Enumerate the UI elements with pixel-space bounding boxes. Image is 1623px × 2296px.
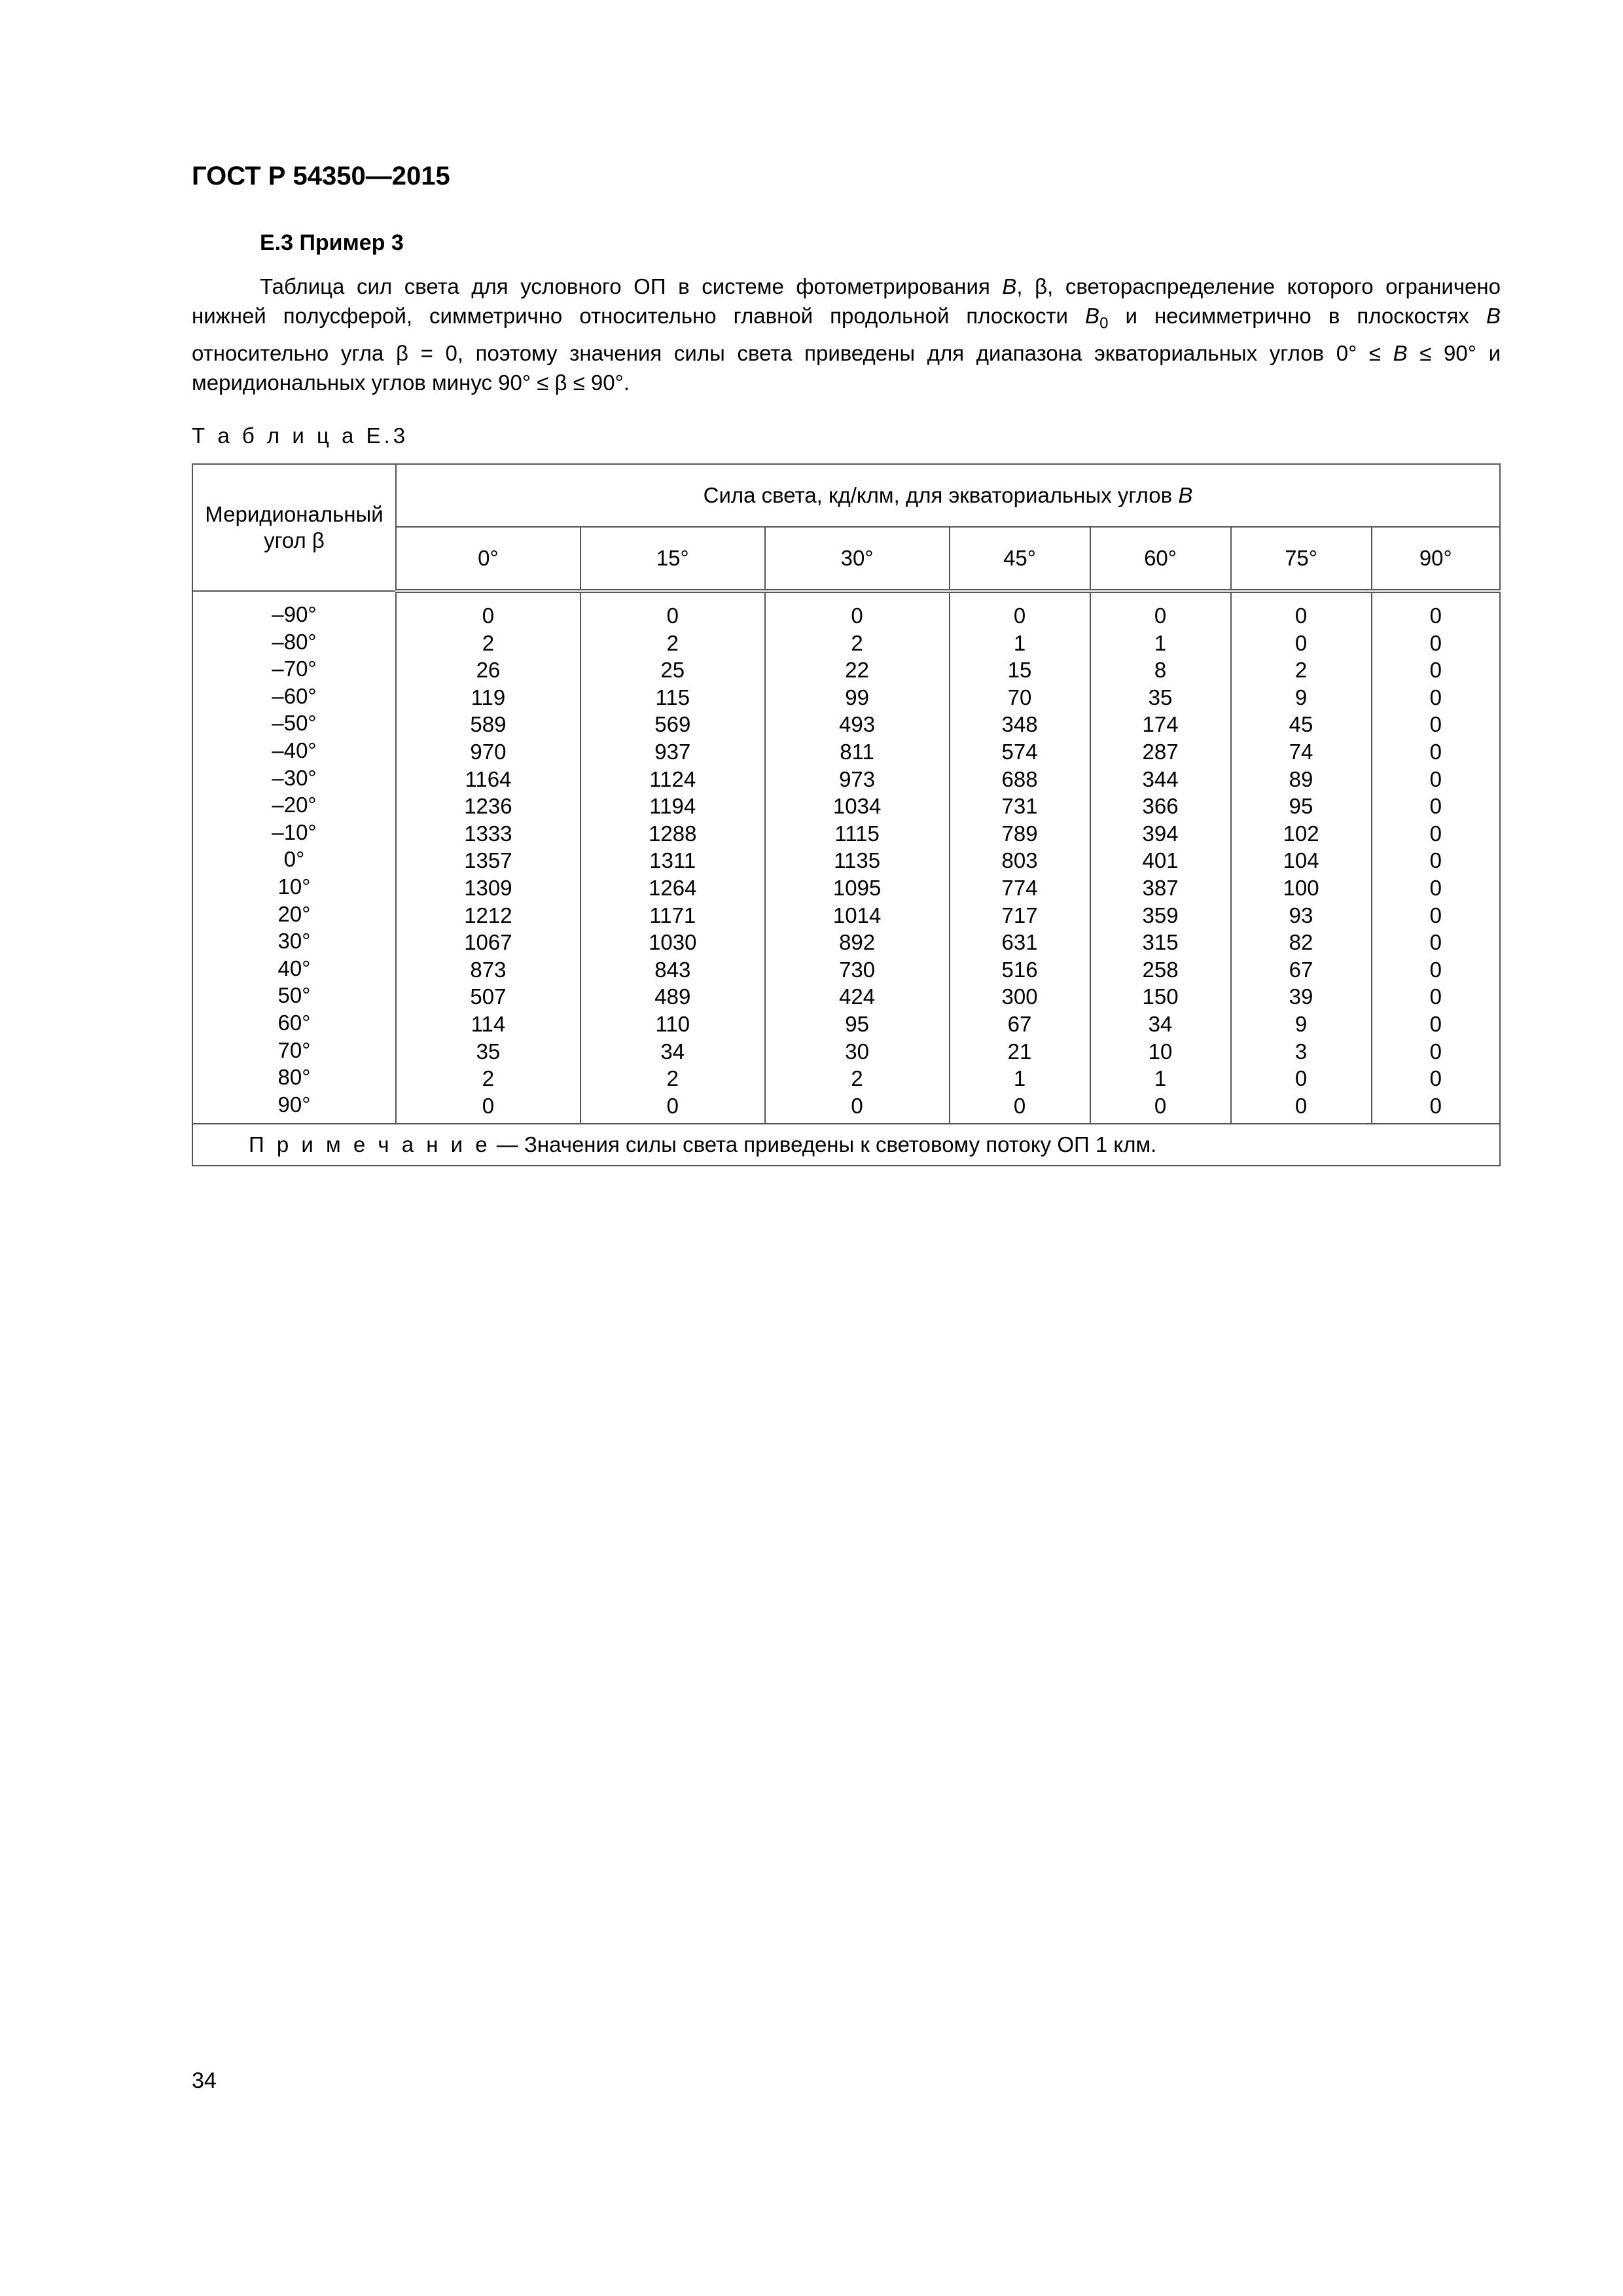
table-value: 99 (845, 685, 869, 709)
table-value: 45 (1289, 712, 1313, 737)
table-value: 2 (1294, 658, 1308, 683)
table-value: 95 (845, 1011, 869, 1036)
table-value: 0 (1429, 794, 1442, 819)
intensity-column (396, 591, 580, 1124)
table-value: 50° (277, 983, 311, 1008)
intensity-column (1090, 591, 1231, 1124)
table-value: 258 (1142, 957, 1179, 982)
table-value: 1164 (465, 766, 512, 791)
table-value: 730 (839, 957, 876, 982)
table-value: 0 (1429, 821, 1442, 846)
table-value: 34 (660, 1039, 685, 1064)
table-value: 30° (277, 929, 311, 954)
paragraph-subscript: 0 (1099, 314, 1109, 332)
table-value: 507 (470, 984, 507, 1009)
table-value: 717 (1001, 903, 1038, 927)
table-value: 10° (277, 874, 311, 899)
table-value: 90° (277, 1092, 311, 1117)
table-value: 26 (476, 658, 501, 683)
table-value: 70 (1007, 685, 1032, 709)
note-text: — Значения силы света приведены к световому потоку ОП 1 клм. (490, 1132, 1157, 1157)
paragraph-var: В (1486, 304, 1501, 328)
table-value: –20° (272, 793, 317, 817)
table-value: –10° (272, 819, 317, 844)
table-value: 569 (654, 712, 691, 737)
table-value: 34 (1148, 1011, 1173, 1036)
paragraph-text: и несимметрично в плоскостях (1108, 304, 1486, 328)
table-value: 110 (655, 1011, 690, 1036)
table-value: 843 (654, 957, 691, 982)
column-angle-header: 60° (1090, 527, 1231, 591)
intensity-column (950, 591, 1090, 1124)
table-value: –60° (272, 683, 317, 708)
table-value: 300 (1001, 984, 1038, 1009)
intensity-column (580, 591, 765, 1124)
row-angle-column (192, 591, 396, 1124)
table-value: 89 (1289, 766, 1313, 791)
table-value: 0 (1429, 984, 1442, 1009)
table-value: 70° (277, 1037, 311, 1062)
table-value: 3 (1294, 1039, 1308, 1064)
table-value: 973 (839, 766, 876, 791)
table-value: 15 (1007, 658, 1032, 683)
table-value: 82 (1289, 930, 1313, 955)
table-value: 25 (660, 658, 685, 683)
table-value: 589 (470, 712, 507, 737)
table-value: 95 (1289, 794, 1313, 819)
table-value: 0 (1429, 1011, 1442, 1036)
table-value: 493 (839, 712, 876, 737)
document-header: ГОСТ Р 54350—2015 (192, 162, 450, 190)
table-value: 0 (1013, 1093, 1026, 1118)
paragraph-var: В (1393, 340, 1408, 365)
table-value: 1 (1154, 1066, 1167, 1091)
intensity-column (1372, 591, 1500, 1124)
table-value: 0 (1294, 603, 1308, 628)
table-value: 344 (1142, 766, 1179, 791)
table-value: 0 (1429, 1093, 1442, 1118)
table-value: 366 (1142, 794, 1179, 819)
table-value: 2 (851, 1066, 863, 1091)
table-value: 0 (482, 1093, 495, 1118)
table-value: 1014 (832, 903, 882, 927)
table-value: 401 (1142, 848, 1179, 873)
paragraph-var: В (1085, 304, 1100, 328)
table-value: 93 (1289, 903, 1313, 927)
table-value: 1309 (464, 875, 512, 900)
table-value: 67 (1007, 1011, 1032, 1036)
table-value: 0 (482, 603, 495, 628)
table-value: 0 (666, 1093, 679, 1118)
table-value: 60° (277, 1010, 311, 1035)
table-value: –80° (272, 629, 317, 654)
table-value: 1236 (464, 794, 512, 819)
table-value: 1067 (464, 930, 512, 955)
table-value: 0 (1429, 1039, 1442, 1064)
table-value: 174 (1142, 712, 1179, 737)
table-value: 39 (1289, 984, 1313, 1009)
table-value: –70° (272, 656, 317, 681)
table-value: 937 (654, 739, 691, 764)
page-number: 34 (192, 2068, 217, 2093)
table-value: 1264 (649, 875, 697, 900)
paragraph-text: ≤ 90° и меридиональных углов минус 90° ≤ β ≤ 90°. (192, 340, 1501, 395)
table-value: 0 (1429, 658, 1442, 683)
table-value: 0 (1154, 603, 1167, 628)
table-value: 2 (851, 630, 863, 655)
table-value: –50° (272, 711, 317, 736)
table-value: 0 (1429, 685, 1442, 709)
table-value: 20° (277, 901, 311, 926)
row-header: Меридиональный угол β (192, 464, 396, 591)
table-value: 0 (666, 603, 679, 628)
table-value: 21 (1007, 1039, 1032, 1064)
table-value: 0 (1429, 875, 1442, 900)
table-value: 80° (277, 1065, 311, 1090)
table-value: 789 (1001, 821, 1038, 846)
table-value: 0 (1429, 903, 1442, 927)
table-value: 0 (1294, 1066, 1308, 1091)
table-value: 0 (1429, 630, 1442, 655)
table-value: 0 (1154, 1093, 1167, 1118)
table-value: –30° (272, 765, 317, 790)
table-value: 892 (839, 930, 876, 955)
table-value: 1357 (464, 848, 512, 873)
table-value: 970 (470, 739, 507, 764)
table-value: 2 (482, 1066, 495, 1091)
paragraph-text: Таблица сил света для условного ОП в системе фотометрирования (260, 274, 1003, 298)
table-value: 35 (1148, 685, 1173, 709)
table-value: 348 (1001, 712, 1038, 737)
table-value: 35 (476, 1039, 501, 1064)
table-value: 1124 (649, 766, 696, 791)
table-value: 0° (283, 847, 305, 872)
table-value: 150 (1142, 984, 1179, 1009)
table-value: 287 (1142, 739, 1179, 764)
table-value: 9 (1294, 1011, 1308, 1036)
table-value: 115 (655, 685, 690, 709)
table-value: 1212 (464, 903, 512, 927)
table-value: 1135 (834, 848, 881, 873)
table-value: 1095 (832, 875, 882, 900)
table-value: 8 (1154, 658, 1167, 683)
paragraph-var: В (1002, 274, 1017, 298)
table-value: 811 (840, 739, 874, 764)
table-value: 489 (654, 984, 691, 1009)
table-value: 424 (839, 984, 876, 1009)
table-value: 387 (1142, 875, 1179, 900)
table-value: 574 (1001, 739, 1038, 764)
column-group-var: В (1178, 483, 1193, 507)
table-value: 688 (1001, 766, 1038, 791)
table-value: 1311 (649, 848, 696, 873)
table-value: 2 (482, 630, 495, 655)
table-value: 74 (1289, 739, 1313, 764)
table-value: –40° (272, 738, 317, 762)
table-value: 1288 (649, 821, 697, 846)
table-value: 359 (1142, 903, 1179, 927)
table-value: 1171 (649, 903, 696, 927)
table-value: 1034 (832, 794, 882, 819)
paragraph-text: , β, светораспределение которого ограничено нижней полусферой, симметрично относительно главной продольной плоскости (192, 274, 1501, 328)
table-value: 9 (1294, 685, 1308, 709)
table-value: 0 (1294, 1093, 1308, 1118)
column-angle-header: 15° (580, 527, 765, 591)
column-angle-header: 0° (396, 527, 580, 591)
table-value: 0 (1429, 712, 1442, 737)
column-group-text: Сила света, кд/клм, для экваториальных углов (703, 483, 1179, 507)
table-value: 0 (1429, 848, 1442, 873)
table-value: 394 (1142, 821, 1179, 846)
table-caption: Т а б л и ц а Е.3 (192, 423, 409, 448)
table-value: 0 (1429, 739, 1442, 764)
table-value: 0 (851, 603, 863, 628)
column-angle-header: 30° (765, 527, 950, 591)
table-value: 1030 (649, 930, 697, 955)
table-value: 774 (1001, 875, 1038, 900)
intro-paragraph (192, 272, 1501, 397)
table-value: 2 (666, 630, 679, 655)
table-value: 0 (1429, 957, 1442, 982)
table-value: 873 (470, 957, 507, 982)
paragraph-text: относительно угла β = 0, поэтому значения силы света приведены для диапазона экваториальных углов 0° ≤ (192, 340, 1393, 365)
table-value: 803 (1001, 848, 1038, 873)
column-group-header (396, 464, 1500, 527)
table-value: 40° (277, 956, 311, 980)
table-value: 1333 (464, 821, 512, 846)
table-value: 0 (1429, 930, 1442, 955)
table-value: 315 (1142, 930, 1179, 955)
table-value: 1194 (649, 794, 696, 819)
table-value: 22 (845, 658, 869, 683)
table-value: 67 (1289, 957, 1313, 982)
table-value: 0 (1429, 766, 1442, 791)
table-value: 1115 (834, 821, 880, 846)
table-value: 100 (1283, 875, 1319, 900)
table-value: 0 (1429, 603, 1442, 628)
table-value: 1 (1013, 630, 1026, 655)
table-value: 0 (1429, 1066, 1442, 1091)
table-value: 114 (471, 1011, 506, 1036)
luminous-intensity-table (192, 463, 1501, 1166)
table-value: 10 (1148, 1039, 1173, 1064)
table-value: 104 (1283, 848, 1319, 873)
intensity-column (1231, 591, 1372, 1124)
table-value: 102 (1283, 821, 1319, 846)
column-angle-header: 75° (1231, 527, 1372, 591)
table-value: 631 (1001, 930, 1038, 955)
table-value: 0 (851, 1093, 863, 1118)
note-label: П р и м е ч а н и е (249, 1132, 491, 1157)
table-value: 30 (845, 1039, 869, 1064)
section-title: Е.3 Пример 3 (260, 230, 404, 255)
table-value: 516 (1001, 957, 1038, 982)
table-value: 119 (471, 685, 506, 709)
table-value: 0 (1013, 603, 1026, 628)
table-value: 1 (1154, 630, 1167, 655)
table-value: 1 (1013, 1066, 1026, 1091)
table-value: 0 (1294, 630, 1308, 655)
column-angle-header: 45° (950, 527, 1090, 591)
table-note (192, 1124, 1500, 1166)
table-value: 731 (1001, 794, 1038, 819)
column-angle-header: 90° (1372, 527, 1500, 591)
intensity-column (765, 591, 950, 1124)
table-value: 2 (666, 1066, 679, 1091)
table-value: –90° (272, 602, 317, 626)
